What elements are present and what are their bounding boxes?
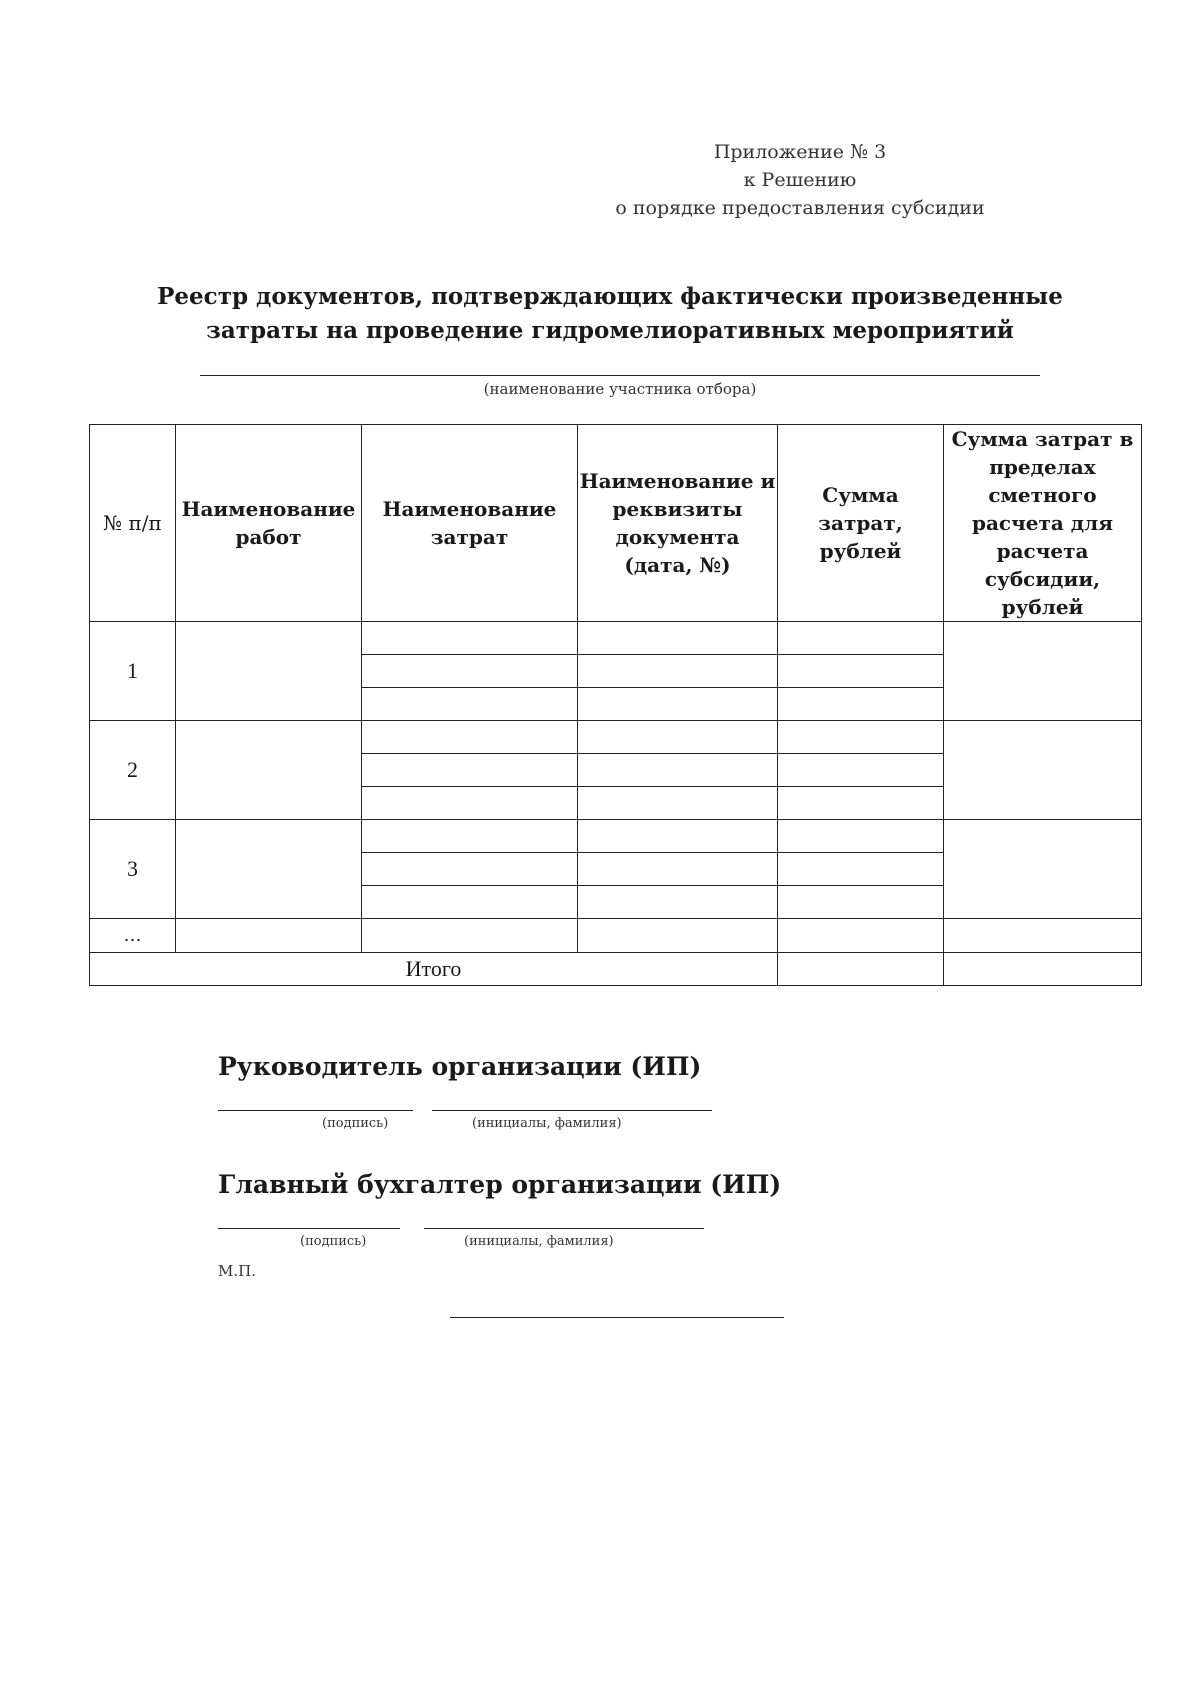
cost-cell	[362, 655, 578, 688]
header-estimate-amount: Сумма затрат в пределах сметного расчета для расчета субсидии, рублей	[944, 425, 1142, 622]
table-row	[90, 721, 1142, 754]
registry-table	[89, 424, 1142, 986]
cost-cell	[362, 886, 578, 919]
amount-cell	[778, 886, 944, 919]
cost-cell	[362, 820, 578, 853]
amount-cell	[778, 655, 944, 688]
document-cell	[578, 853, 778, 886]
works-cell	[176, 919, 362, 953]
amount-cell	[778, 853, 944, 886]
document-cell	[578, 787, 778, 820]
accountant-name-line	[424, 1228, 704, 1229]
row-number: 2	[90, 721, 176, 820]
title-line-2: затраты на проведение гидромелиоративных мероприятий	[206, 317, 1014, 344]
ellipsis-cell: …	[90, 919, 176, 953]
head-signature-caption: (подпись)	[322, 1116, 389, 1131]
participant-name-caption: (наименование участника отбора)	[483, 380, 757, 398]
amount-cell	[778, 754, 944, 787]
estimate-amount-cell	[944, 622, 1142, 721]
header-document: Наименование и реквизиты документа (дата, №)	[578, 425, 778, 622]
cost-cell	[362, 919, 578, 953]
estimate-amount-cell	[944, 919, 1142, 953]
appendix-block	[590, 138, 1010, 222]
document-cell	[578, 820, 778, 853]
cost-cell	[362, 688, 578, 721]
total-label: Итого	[90, 953, 778, 986]
cost-cell	[362, 787, 578, 820]
head-name-line	[432, 1110, 712, 1111]
document-cell	[578, 655, 778, 688]
head-signature-title: Руководитель организации (ИП)	[218, 1052, 702, 1081]
document-cell	[578, 886, 778, 919]
title-line-1: Реестр документов, подтверждающих фактически произведенные	[157, 283, 1063, 310]
table-header-row	[90, 425, 1142, 622]
total-amount-cell	[778, 953, 944, 986]
total-estimate-amount-cell	[944, 953, 1142, 986]
appendix-number: Приложение № 3	[713, 141, 887, 163]
document-cell	[578, 721, 778, 754]
amount-cell	[778, 919, 944, 953]
amount-cell	[778, 688, 944, 721]
amount-cell	[778, 622, 944, 655]
document-cell	[578, 688, 778, 721]
accountant-signature-line	[218, 1228, 400, 1229]
works-cell	[176, 820, 362, 919]
table-row-ellipsis	[90, 919, 1142, 953]
accountant-signature-caption: (подпись)	[300, 1234, 367, 1249]
appendix-subject: о порядке предоставления субсидии	[615, 197, 985, 219]
table-row	[90, 622, 1142, 655]
cost-cell	[362, 721, 578, 754]
estimate-amount-cell	[944, 721, 1142, 820]
header-costs: Наименование затрат	[362, 425, 578, 622]
row-number: 3	[90, 820, 176, 919]
accountant-signature-title: Главный бухгалтер организации (ИП)	[218, 1170, 782, 1199]
works-cell	[176, 721, 362, 820]
stamp-place: М.П.	[218, 1262, 256, 1280]
document-cell	[578, 919, 778, 953]
accountant-name-caption: (инициалы, фамилия)	[464, 1234, 614, 1249]
cost-cell	[362, 853, 578, 886]
amount-cell	[778, 820, 944, 853]
cost-cell	[362, 622, 578, 655]
table-total-row	[90, 953, 1142, 986]
header-number: № п/п	[90, 425, 176, 622]
table-row	[90, 820, 1142, 853]
document-title	[140, 280, 1080, 348]
amount-cell	[778, 787, 944, 820]
header-amount: Сумма затрат, рублей	[778, 425, 944, 622]
head-name-caption: (инициалы, фамилия)	[472, 1116, 622, 1131]
head-signature-line	[218, 1110, 413, 1111]
amount-cell	[778, 721, 944, 754]
participant-name-line	[200, 375, 1040, 376]
cost-cell	[362, 754, 578, 787]
estimate-amount-cell	[944, 820, 1142, 919]
document-cell	[578, 622, 778, 655]
row-number: 1	[90, 622, 176, 721]
header-works: Наименование работ	[176, 425, 362, 622]
document-cell	[578, 754, 778, 787]
works-cell	[176, 622, 362, 721]
appendix-decision: к Решению	[743, 169, 857, 191]
bottom-line	[450, 1317, 784, 1318]
